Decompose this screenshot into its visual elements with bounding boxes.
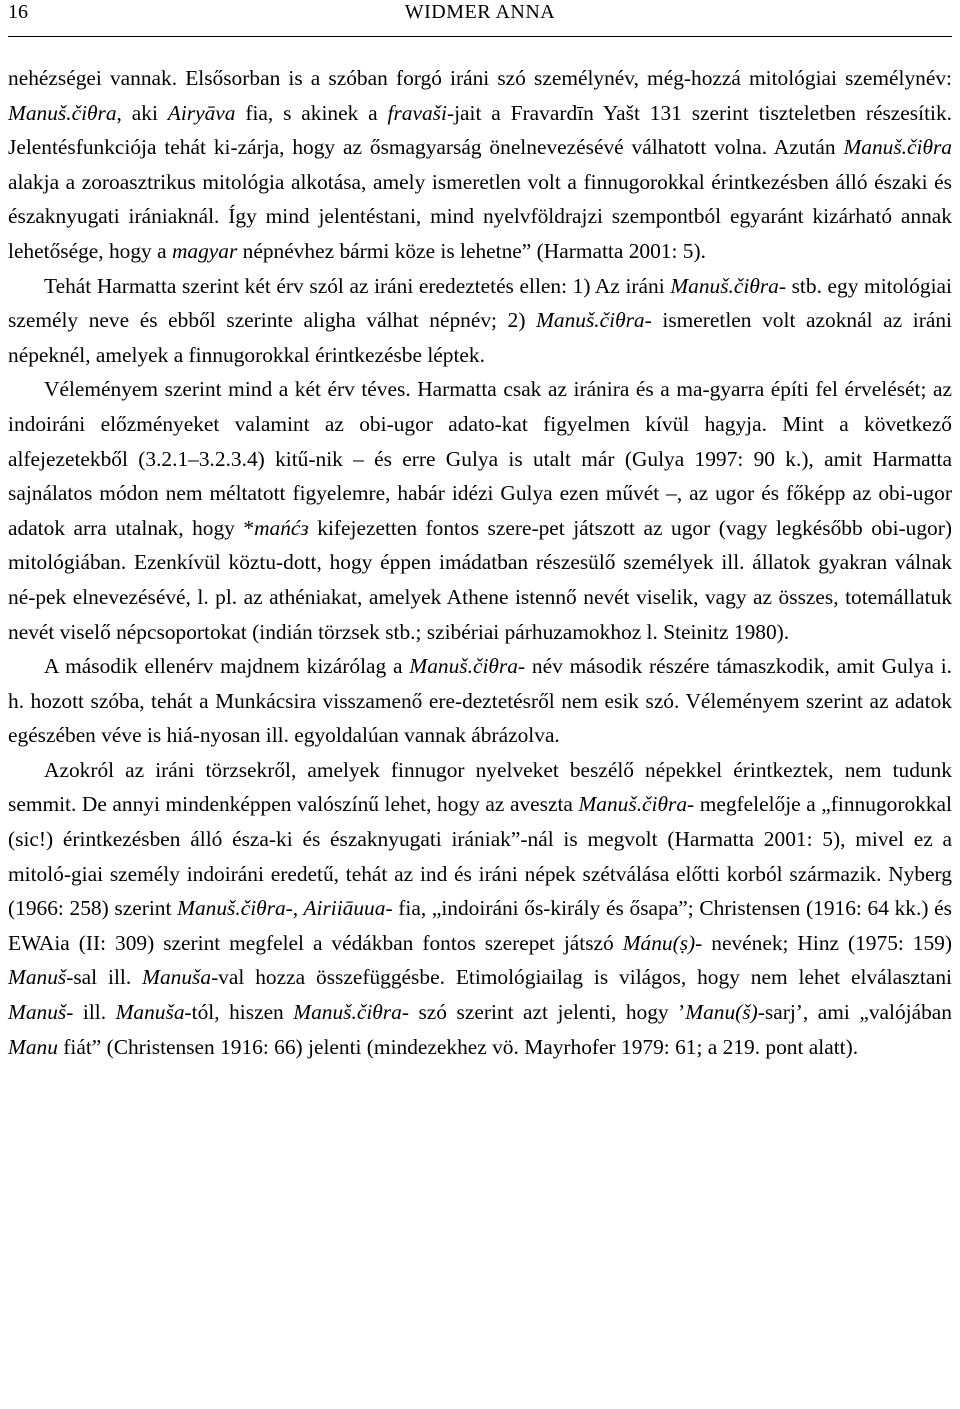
paragraph-3 [8,372,952,649]
italic-term: magyar [171,238,238,263]
text-run: -sarj’, ami „valójában [757,1000,952,1025]
text-run: ismeretlen volt azoknál az iráni népeknél, amelyek a finnugorokkal érintkezésbe léptek. [8,308,952,367]
header-author: WIDMER ANNA [404,1,556,23]
body-text [8,61,952,1064]
text-run: -tól, hiszen [184,1000,294,1025]
italic-term: Mánu(ṣ)- [622,930,703,955]
italic-term: Manuš.čiθra [8,100,117,125]
text-run: -val hozza összefüggésbe. Etimológiailag is világos, hogy nem lehet elválasztani [211,965,952,990]
page-number: 16 [8,1,28,23]
text-run: szó szerint azt jelenti, hogy ’ [408,1000,686,1025]
text-run: megfelelője a „finnugorokkal (sic!) érintkezésben álló észa-ki és északnyugati irániak”-nál is megvolt (Harmatta 2001: 5), mivel ez a mitoló-giai személy indoiráni eredetű, tehát az ind és iráni népek szétválása előtti korból származik. Nyberg (1966: 258) szerint [8,792,952,921]
text-run: nevének; Hinz (1975: 159) [702,930,953,955]
text-run: nehézségei vannak. Elsősorban is a szóban forgó iráni szó személynév, még-hozzá mitológiai személynév: [8,66,952,90]
italic-term: Manuša [115,1000,185,1025]
text-run: ill. [73,1000,116,1025]
document-page [8,0,952,1064]
italic-term: Manu [8,1034,58,1059]
running-header [8,0,952,37]
italic-term: Manuš.čiθra- [578,792,695,817]
text-run: fia, „indoiráni ős-király és ősapa”; Christensen (1916: 64 kk.) és EWAia (II: 309) szerint megfelel a védákban fontos szerepet játszó [8,896,952,955]
text-run: Véleményem szerint mind a két érv téves. Harmatta csak az iránira és a ma-gyarra építi fel érvelését; az indoiráni előzményeket valamint az obi-ugor adato-kat figyelmen kívül hagyja. Mint a következő alfejezetekből (3.2.1–3.2.3.4) kitű-nik – és erre Gulya is utalt már (Gulya 1997: 90 k.), amit Harmatta sajnálatos módon nem méltatott figyelemre, habár idézi Gulya ezen művét –, az ugor és főképp az obi-ugor adatok arra utalnak, hogy * [8,377,952,540]
text-run: népnévhez bármi köze is lehetne” (Harmatta 2001: 5). [237,238,706,263]
text-run: alakja a zoroasztrikus mitológia alkotása, amely ismeretlen volt a finnugorokkal érintkezésben álló északi és északnyugati irániaknál. Így mind jelentéstani, mind nyelvföldrajzi szempontból egyaránt kizárható annak lehetősége, hogy a [8,169,952,263]
text-run: , aki [116,100,168,125]
italic-term: Manuš.čiθra- [293,1000,409,1025]
text-run: kifejezetten fontos szere-pet játszott az ugor (vagy legkésőbb obi-ugor) mitológiában. Ezenkívül köztu-dott, hogy éppen imádatban részesülő személyek ill. állatok gyakran válnak né-pek elnevezésévé, l. pl. az athéniakat, amelyek Athene istennő nevét viselik, vagy az összes, totemállatuk nevét viselő népcsoportokat (indián törzsek stb.; szibériai párhuzamokhoz l. Steinitz 1980). [8,515,952,644]
text-run: A második ellenérv majdnem kizárólag a [44,654,410,679]
text-run: stb. egy mitológiai személy neve és ebből szerinte aligha válhat népnév; 2) [8,273,952,333]
text-run: Azokról az iráni törzsekről, amelyek finnugor nyelveket beszélő népekkel érintkeztek, nem tudunk semmit. De annyi mindenképpen valószínű lehet, hogy az aveszta [8,757,952,817]
text-run: fiát” (Christensen 1916: 66) jelenti (mindezekhez vö. Mayrhofer 1979: 61; a 219. pont alatt). [57,1034,859,1059]
italic-term: Manuš [8,965,67,990]
italic-term: Manuš.čiθra-, Airiiāuua- [177,896,393,921]
italic-term: Manuš.čiθra [843,135,952,160]
text-run: jait a Fravardīn Yašt 131 szerint tiszteletben részesítik. Jelentésfunkciója tehát ki-zárja, hogy az ősmagyarság önelnevezésévé válhatott volna. Azután [8,100,952,160]
text-run: név második részére támaszkodik, amit Gulya i. h. hozott szóba, tehát a Munkácsira visszamenő ere-deztetésről nem esik szó. Véleményem szerint az adatok egészében véve is hiá-nyosan ill. egyoldalúan vannak ábrázolva. [8,654,952,748]
italic-term: fravaši- [387,100,455,125]
italic-term: Manuš- [8,1000,74,1025]
italic-term: Manuša [142,965,212,990]
paragraph-5 [8,753,952,1064]
italic-term: Manuš.čiθra- [409,654,526,679]
italic-term: mańćз [254,515,309,540]
italic-term: Manuš.čiθra- [670,273,786,298]
text-run: fia, s akinek a [235,100,388,125]
paragraph-1 [8,61,952,269]
italic-term: Manuš.čiθra- [536,308,652,333]
paragraph-2 [8,269,952,373]
text-run: -sal ill. [66,965,143,990]
paragraph-4 [8,649,952,753]
italic-term: Manu(š) [685,1000,758,1025]
italic-term: Airyāva [167,100,236,125]
text-run: Tehát Harmatta szerint két érv szól az iráni eredeztetés ellen: 1) Az iráni [44,273,671,298]
